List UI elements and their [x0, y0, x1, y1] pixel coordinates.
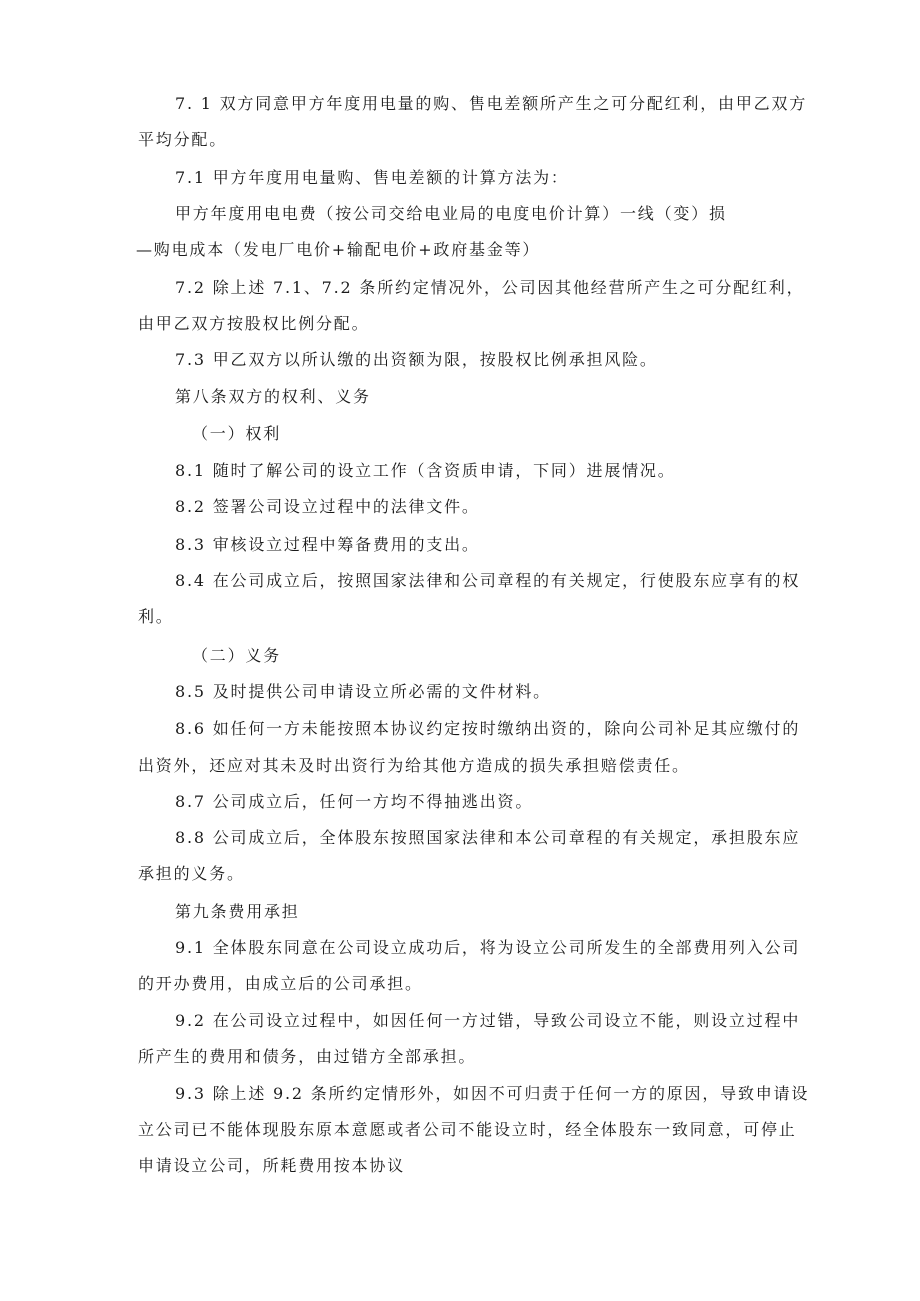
obligations-subheading: （二）义务 — [192, 646, 282, 665]
paragraph-9-3-line-3: 申请设立公司，所耗费用按本协议 — [138, 1156, 406, 1175]
rights-subheading: （一）权利 — [192, 424, 282, 443]
formula-line-1: 甲方年度用电电费（按公司交给电业局的电度电价计算）一线（变）损 — [175, 204, 727, 223]
paragraph-8-3: 8.3 审核设立过程中筹备费用的支出。 — [175, 535, 480, 554]
paragraph-9-2-line-1: 9.2 在公司设立过程中，如因任何一方过错，导致公司设立不能，则设立过程中 — [175, 1011, 801, 1030]
paragraph-7-1-line-1: 7. 1 双方同意甲方年度用电量的购、售电差额所产生之可分配红利，由甲乙双方 — [175, 94, 808, 113]
paragraph-8-7: 8.7 公司成立后，任何一方均不得抽逃出资。 — [175, 792, 534, 811]
paragraph-8-8-line-1: 8.8 公司成立后，全体股东按照国家法律和本公司章程的有关规定，承担股东应 — [175, 828, 801, 847]
paragraph-8-2: 8.2 签署公司设立过程中的法律文件。 — [175, 497, 480, 516]
paragraph-9-1-line-2: 的开办费用，由成立后的公司承担。 — [138, 974, 423, 993]
formula-line-2: —购电成本（发电厂电价+输配电价+政府基金等） — [136, 240, 541, 259]
paragraph-7-2-line-2: 由甲乙双方按股权比例分配。 — [138, 314, 370, 333]
paragraph-8-8-line-2: 承担的义务。 — [138, 864, 245, 883]
article-9-heading: 第九条费用承担 — [175, 902, 300, 921]
paragraph-9-3-line-2: 立公司已不能体现股东原本意愿或者公司不能设立时，经全体股东一致同意，可停止 — [138, 1120, 797, 1139]
paragraph-9-3-line-1: 9.3 除上述 9.2 条所约定情形外，如因不可归责于任何一方的原因，导致申请设 — [175, 1084, 810, 1103]
paragraph-8-5: 8.5 及时提供公司申请设立所必需的文件材料。 — [175, 682, 551, 701]
paragraph-8-4-line-2: 利。 — [138, 607, 174, 626]
paragraph-9-2-line-2: 所产生的费用和债务，由过错方全部承担。 — [138, 1047, 477, 1066]
paragraph-7-1-calc-method: 7.1 甲方年度用电量购、售电差额的计算方法为： — [175, 168, 569, 187]
paragraph-8-4-line-1: 8.4 在公司成立后，按照国家法律和公司章程的有关规定，行使股东应享有的权 — [175, 571, 801, 590]
paragraph-7-1-line-2: 平均分配。 — [138, 130, 228, 149]
paragraph-8-6-line-1: 8.6 如任何一方未能按照本协议约定按时缴纳出资的，除向公司补足其应缴付的 — [175, 719, 801, 738]
paragraph-7-2-line-1: 7.2 除上述 7.1、7.2 条所约定情况外，公司因其他经营所产生之可分配红利， — [175, 278, 805, 297]
paragraph-8-1: 8.1 随时了解公司的设立工作（含资质申请，下同）进展情况。 — [175, 461, 676, 480]
paragraph-9-1-line-1: 9.1 全体股东同意在公司设立成功后，将为设立公司所发生的全部费用列入公司 — [175, 938, 801, 957]
paragraph-8-6-line-2: 出资外，还应对其未及时出资行为给其他方造成的损失承担赔偿责任。 — [138, 756, 690, 775]
article-8-heading: 第八条双方的权利、义务 — [175, 387, 371, 406]
paragraph-7-3: 7.3 甲乙双方以所认缴的出资额为限，按股权比例承担风险。 — [175, 350, 658, 369]
